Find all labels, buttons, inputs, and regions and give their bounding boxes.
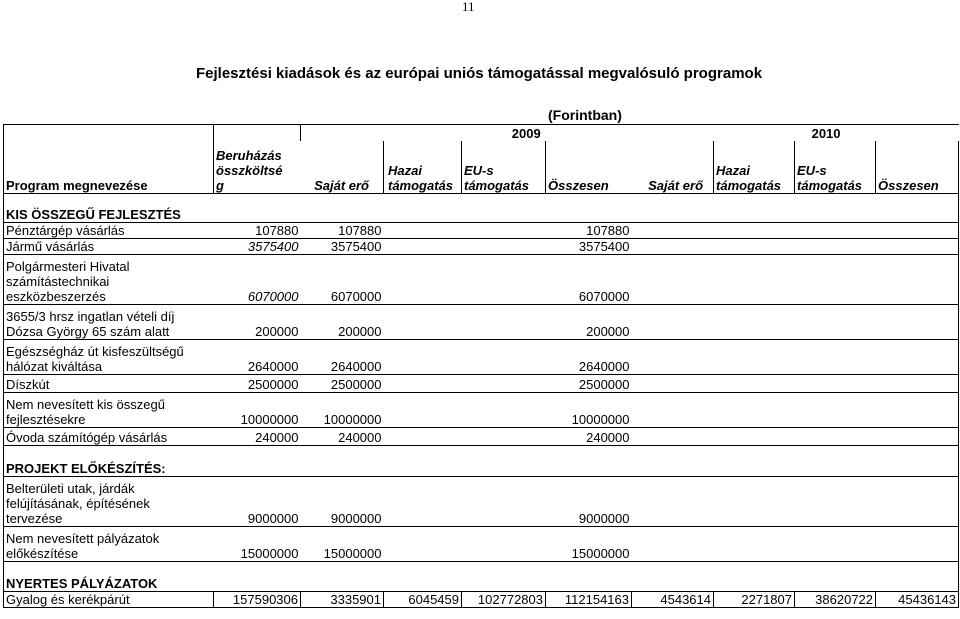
row-label: Jármű vásárlás [4, 239, 214, 255]
header-hazai-2010-1: Hazai [716, 163, 750, 178]
row-label: számítástechnikai [6, 274, 110, 289]
cell-eu-2010: 38620722 [795, 592, 876, 608]
page-title: Fejlesztési kiadások és az európai uniós támogatással megvalósuló programok [196, 65, 763, 82]
header-osszesen-2010: Összesen [876, 141, 959, 194]
cell-hazai-2010: 2271807 [714, 592, 795, 608]
cell-osszesen-2009: 2640000 [546, 340, 632, 375]
row-label: Pénztárgép vásárlás [4, 223, 214, 239]
table-row [4, 340, 959, 375]
cell-beruhazas: 6070000 [214, 255, 301, 305]
cell-osszesen-2010: 45436143 [876, 592, 959, 608]
cell-osszesen-2009: 2500000 [546, 375, 632, 393]
header-eu-2009-2: támogatás [464, 178, 530, 193]
cell-sajat-2009: 9000000 [301, 477, 384, 527]
cell-sajat-2009: 6070000 [301, 255, 384, 305]
row-label: Gyalog és kerékpárút [4, 592, 214, 608]
row-label: hálózat kiváltása [6, 359, 103, 374]
table-row [4, 305, 959, 340]
row-label: felújításának, építésének [6, 496, 150, 511]
table-row-gyalog [4, 592, 959, 608]
cell-beruhazas: 10000000 [214, 393, 301, 428]
header-eu-2010-2: támogatás [797, 178, 863, 193]
page-number: 11 [462, 0, 475, 14]
cell-beruhazas: 200000 [214, 305, 301, 340]
header-hazai-2009-2: támogatás [388, 178, 454, 193]
table-row [4, 375, 959, 393]
cell-sajat-2009: 2500000 [301, 375, 384, 393]
budget-table [3, 124, 959, 608]
row-label: fejlesztésekre [6, 412, 86, 427]
header-beruhazas-2: összköltsé [216, 163, 283, 178]
header-hazai-2009-1: Hazai [388, 163, 422, 178]
cell-hazai-2009: 6045459 [384, 592, 462, 608]
header-beruhazas-1: Beruházás [216, 148, 282, 163]
row-label: Óvoda számítógép vásárlás [4, 428, 214, 446]
cell-beruhazas: 107880 [214, 223, 301, 239]
row-label: 3655/3 hrsz ingatlan vételi díj [6, 309, 175, 324]
cell-osszesen-2009: 6070000 [546, 255, 632, 305]
row-label: Díszkút [4, 375, 214, 393]
table-row [4, 428, 959, 446]
row-label: Egészségház út kisfeszültségű [6, 344, 184, 359]
row-label: tervezése [6, 511, 63, 526]
table-row [4, 223, 959, 239]
header-sajat-ero-2010: Saját erő [632, 141, 714, 194]
cell-osszesen-2009: 107880 [546, 223, 632, 239]
cell-sajat-2009: 200000 [301, 305, 384, 340]
cell-sajat-2009: 240000 [301, 428, 384, 446]
cell-beruhazas: 2640000 [214, 340, 301, 375]
cell-osszesen-2009: 3575400 [546, 239, 632, 255]
section-projekt: PROJEKT ELŐKÉSZÍTÉS: [4, 461, 214, 477]
cell-osszesen-2009: 112154163 [546, 592, 632, 608]
cell-osszesen-2009: 9000000 [546, 477, 632, 527]
header-hazai-2010-2: támogatás [716, 178, 782, 193]
section-row-nyertes [4, 576, 959, 592]
row-label: Polgármesteri Hivatal [6, 259, 130, 274]
row-label: Dózsa György 65 szám alatt [6, 324, 170, 339]
cell-beruhazas: 240000 [214, 428, 301, 446]
cell-beruhazas: 9000000 [214, 477, 301, 527]
cell-beruhazas: 3575400 [214, 239, 301, 255]
row-label: Nem nevesített pályázatok [6, 531, 160, 546]
cell-osszesen-2009: 240000 [546, 428, 632, 446]
header-eu-2010-1: EU-s [797, 163, 827, 178]
cell-beruhazas: 15000000 [214, 527, 301, 562]
table-row [4, 527, 959, 562]
cell-sajat-2009: 2640000 [301, 340, 384, 375]
table-row [4, 393, 959, 428]
year-2010: 2010 [714, 125, 959, 142]
column-header-row [4, 141, 959, 194]
section-row-kis [4, 207, 959, 223]
cell-sajat-2009: 3335901 [301, 592, 384, 608]
header-eu-2009-1: EU-s [464, 163, 494, 178]
cell-sajat-2009: 15000000 [301, 527, 384, 562]
row-label: Belterületi utak, járdák [6, 481, 135, 496]
header-beruhazas-3: g [216, 178, 224, 193]
cell-sajat-2009: 107880 [301, 223, 384, 239]
cell-osszesen-2009: 15000000 [546, 527, 632, 562]
section-nyertes: NYERTES PÁLYÁZATOK [4, 576, 214, 592]
header-program: Program megnevezése [4, 141, 214, 194]
table-row [4, 477, 959, 527]
header-osszesen-2009: Összesen [546, 141, 632, 194]
cell-sajat-2010: 4543614 [632, 592, 714, 608]
cell-beruhazas: 2500000 [214, 375, 301, 393]
section-kis: KIS ÖSSZEGŰ FEJLESZTÉS [4, 207, 214, 223]
cell-osszesen-2009: 10000000 [546, 393, 632, 428]
cell-beruhazas: 157590306 [214, 592, 301, 608]
cell-eu-2009: 102772803 [462, 592, 546, 608]
cell-sajat-2009: 10000000 [301, 393, 384, 428]
cell-sajat-2009: 3575400 [301, 239, 384, 255]
row-label: eszközbeszerzés [6, 289, 106, 304]
table-row [4, 255, 959, 305]
year-2009: 2009 [301, 125, 714, 142]
currency-unit: (Forintban) [548, 107, 622, 123]
header-sajat-ero-2009: Saját erő [301, 141, 384, 194]
row-label: Nem nevesített kis összegű [6, 397, 165, 412]
cell-osszesen-2009: 200000 [546, 305, 632, 340]
table-row [4, 239, 959, 255]
year-header-row [4, 125, 959, 142]
row-label: előkészítése [6, 546, 79, 561]
section-row-projekt [4, 461, 959, 477]
